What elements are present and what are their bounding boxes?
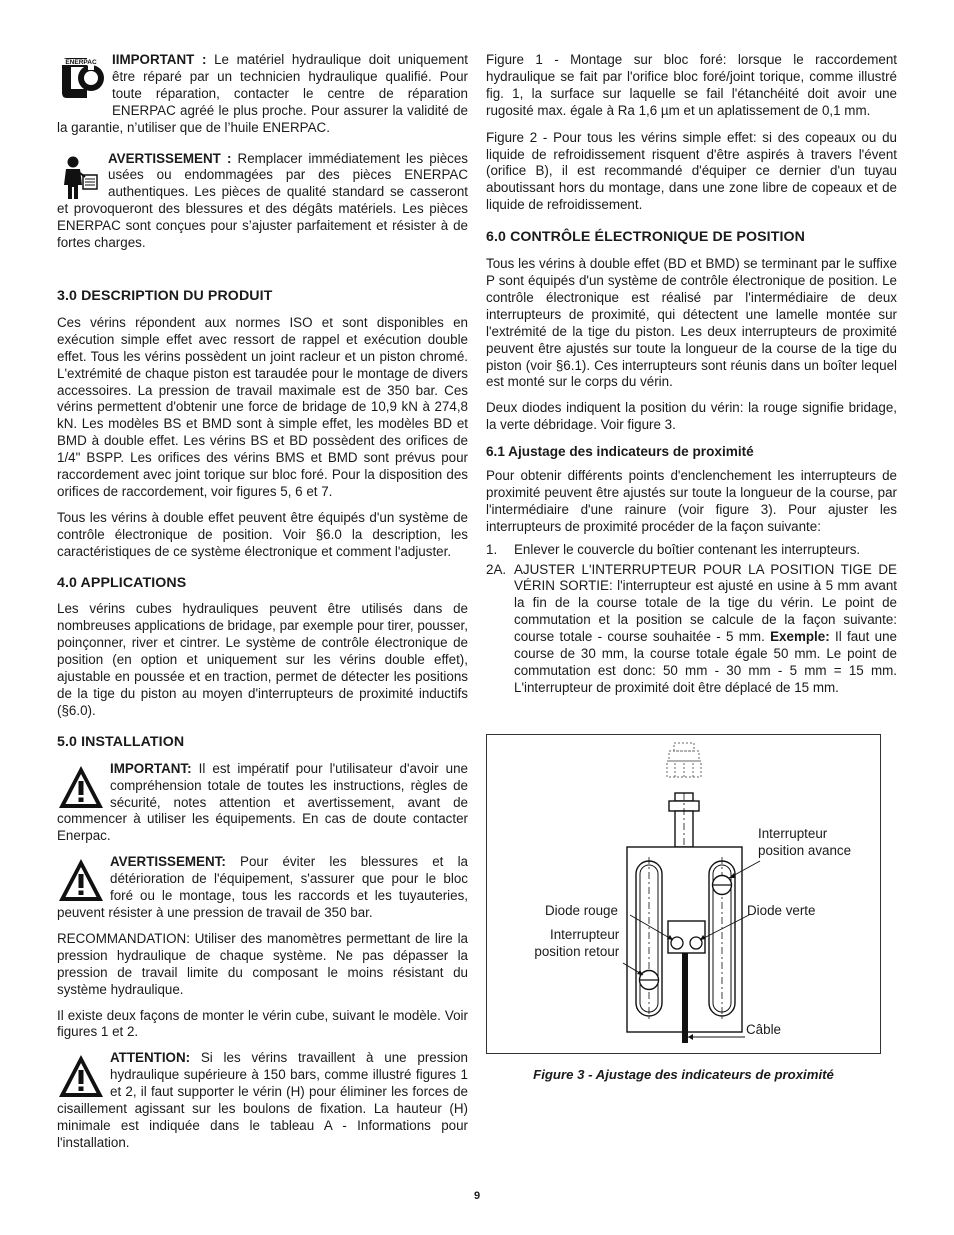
list-item-number: 1. xyxy=(486,541,498,557)
label-green-diode: Diode verte xyxy=(747,903,816,918)
list-item-number: 2A. xyxy=(486,561,507,577)
mechanic-person-icon xyxy=(57,155,103,201)
section-3-paragraph-2: Tous les vérins à double effet peuvent être équipés d'un système de contrôle électronique de position. Voir §6.0 la description, les caractéristiques de ce système électronique et comment l'adjuster. xyxy=(57,509,468,559)
section-4-heading: 4.0 APPLICATIONS xyxy=(57,574,187,591)
list-item xyxy=(486,542,897,559)
adjustment-steps-list xyxy=(486,542,897,697)
warning-2-title: AVERTISSEMENT: xyxy=(110,854,226,870)
warning-triangle-icon xyxy=(57,763,105,811)
attention-note xyxy=(57,1050,468,1151)
label-switch-return: Interrupteur position retour xyxy=(534,927,620,959)
figure-2-description: Figure 2 - Pour tous les vérins simple effet: si des copeaux ou du liquide de refroidissement risquent d'être aspirés à travers l'évent (orifice B), il est recommandé d'équiper ce dernier d'un tuyau aboutissant hors du montage, dans une zone libre de copeaux et de liquide de refroidissement. xyxy=(486,129,897,213)
section-5-recommendation: RECOMMANDATION: Utiliser des manomètres permettant de lire la pression hydraulique de chaque système. Ne pas dépasser la pression de travail limite du composant le moins résistant du système hydraulique. xyxy=(57,930,468,997)
important-note-enerpac xyxy=(57,52,468,137)
important-text: Le matériel hydraulique doit uniquement être réparé par un technicien hydraulique qualifié. Pour toute réparation, contacter le centre de réparation ENERPAC agréé le plus proche. Pour assurer la validité de la garantie, n’utiliser que de l’huile ENERPAC. xyxy=(57,52,469,135)
green-diode xyxy=(690,937,702,949)
list-item-text: AJUSTER L'INTERRUPTEUR POUR LA POSITION TIGE DE VÉRIN SORTIE: l'interrupteur est ajusté en usine à 5 mm avant la fin de la course totale de la tige du vérin. Le point de commutation et la position se calcule de la façon suivante: course totale - course souhaitée - 5 mm. xyxy=(514,561,897,645)
figure-3-caption: Figure 3 - Ajustage des indicateurs de proximité xyxy=(533,1067,834,1082)
section-6-1-heading: 6.1 Ajustage des indicateurs de proximité xyxy=(486,444,754,460)
warning-title: AVERTISSEMENT : xyxy=(108,150,232,166)
figure-3-diagram xyxy=(486,734,881,1054)
warning-triangle-icon xyxy=(57,856,105,904)
warning-text: Remplacer immédiatement les pièces usées ou endommagées par des pièces ENERPAC authentiques. Les pièces de qualité standard se casseront et provoqueront des blessures et des dégâts matériels. Les pièces ENERPAC sont conçues pour s’ajuster parfaitement et résister à de fortes charges. xyxy=(57,150,468,251)
right-column xyxy=(486,52,897,706)
warning-note-pressure xyxy=(57,854,468,922)
attention-text: Si les vérins travaillent à une pression hydraulique supérieure à 150 bars, comme illustré figures 1 et 2, il faut supporter le vérin (H) pour éliminer les forces de cisaillement agissant sur les boulons de fixation. La hauteur (H) minimale est indiquée dans le tableau A - Informations pour l'installation. xyxy=(57,1050,468,1150)
section-6-paragraph-1: Tous les vérins à double effet (BD et BMD) se terminant par le suffixe P sont équipés d'un système de contrôle électronique de position. Le contrôle électronique est réalisé par l'intermédiaire de deux interrupteurs de proximité, qui détectent une lamelle montée sur l'extrémité de la tige du piston. Les deux interrupteurs de proximité peuvent être ajustés sur toute la longueur de la course de la tige du piston (voir §6.1). Ces interrupteurs sont réunis dans un boîter lequel est monté sur le corps du vérin. xyxy=(486,256,897,390)
label-red-diode: Diode rouge xyxy=(545,903,618,918)
list-item xyxy=(486,562,897,697)
section-3-paragraph-1: Ces vérins répondent aux normes ISO et sont disponibles en exécution simple effet avec ressort de rappel et exécution double effet. Tous les vérins possèdent un joint racleur et un piston chromé. L'extrémité de chaque piston est taraudée pour le montage de divers accessoires. La pression de travail maximale est de 350 bar. Ces vérins permettent d'obtenir une force de bridage de 10,9 kN à 274,8 kN. Les modèles BS et BMD sont à simple effet, les modèles BD et BMD à double effet. Les vérins BS et BD possèdent des orifices de 1/4" BSPP. Les orifices des vérins BMS et BMD sont prévus pour raccordement avec joint torique sur bloc foré. Pour la disposition des orifices de raccordement, voir figures 5, 6 et 7. xyxy=(57,314,468,499)
important-2-title: IMPORTANT: xyxy=(110,760,192,776)
svg-text:ENERPAC: ENERPAC xyxy=(65,59,97,66)
important-title: IIMPORTANT : xyxy=(112,52,207,67)
section-6-1-paragraph-1: Pour obtenir différents points d'enclenchement les interrupteurs de proximité peuvent être ajustés sur toute la longueur de la course, par l'intermédiaire d'une rainure (voir figure 3). Pour ajuster les interrupteurs de proximité procéder de la façon suivante: xyxy=(486,468,897,534)
section-6-heading: 6.0 CONTRÔLE ÉLECTRONIQUE DE POSITION xyxy=(486,229,806,246)
cable xyxy=(682,953,688,1043)
important-note-instructions xyxy=(57,761,468,846)
label-cable: Câble xyxy=(746,1022,781,1037)
red-diode xyxy=(671,937,683,949)
section-5-paragraph-2: Il existe deux façons de monter le vérin cube, suivant le modèle. Voir figures 1 et 2. xyxy=(57,1007,468,1040)
section-3-heading: 3.0 DESCRIPTION DU PRODUIT xyxy=(57,287,273,304)
warning-2-text: Pour éviter les blessures et la détérioration de l'équipement, s'assurer que pour le bloc foré ou le montage, tous les raccords et les tuyauteries, peuvent résister à une pression de travail de 350 bar. xyxy=(57,854,468,920)
ghost-rod-end xyxy=(667,743,701,777)
section-6-paragraph-2: Deux diodes indiquent la position du vérin: la rouge signifie bridage, la verte débridage. Voir figure 3. xyxy=(486,400,897,433)
list-item-text: Enlever le couvercle du boîtier contenant les interrupteurs. xyxy=(514,541,861,557)
figure-1-description: Figure 1 - Montage sur bloc foré: lorsque le raccordement hydraulique se fait par l'orifice bloc foré/joint torique, comme illustré fig. 1, la surface sur laquelle se fail l'étanchéité doit avoir une rugosité max. égale à Ra 1,6 µm et un aplatissement de 0,1 mm. xyxy=(486,52,897,118)
section-4-paragraph-1: Les vérins cubes hydrauliques peuvent être utilisés dans de nombreuses applications de bridage, par exemple pour tirer, pousser, poinçonner, river et cintrer. Le système de contrôle électronique de position (en option et uniquement sur les vérins double effet), ajustable en poussée et en traction, permet de détecter les positions de la tige du piston au moyen d'interrupteurs de proximité inductifs (§6.0). xyxy=(57,601,468,718)
left-column xyxy=(57,52,468,1152)
page-number: 9 xyxy=(473,1190,481,1202)
label-switch-advance: Interrupteur position avance xyxy=(758,826,852,858)
enerpac-wrench-icon xyxy=(57,53,107,103)
section-5-heading: 5.0 INSTALLATION xyxy=(57,733,185,750)
warning-triangle-icon xyxy=(57,1052,105,1100)
attention-title: ATTENTION: xyxy=(110,1050,191,1066)
important-2-text: Il est impératif pour l'utilisateur d'avoir une compréhension totale de toutes les instructions, règles de sécurité, notes attention et avertissement, avant de commencer à utiliser les équipements. En cas de doute contacter Enerpac. xyxy=(57,760,468,844)
warning-note-parts xyxy=(57,151,468,252)
proximity-switch-drawing xyxy=(487,735,882,1055)
list-item-text: Il faut une course de 30 mm, la course totale égale 50 mm. Le point de commutation est donc: 50 mm - 30 mm - 5 mm = 15 mm. L'interrupteur de proximité doit être déplacé de 15 mm. xyxy=(514,629,897,695)
example-label: Exemple: xyxy=(770,629,830,645)
